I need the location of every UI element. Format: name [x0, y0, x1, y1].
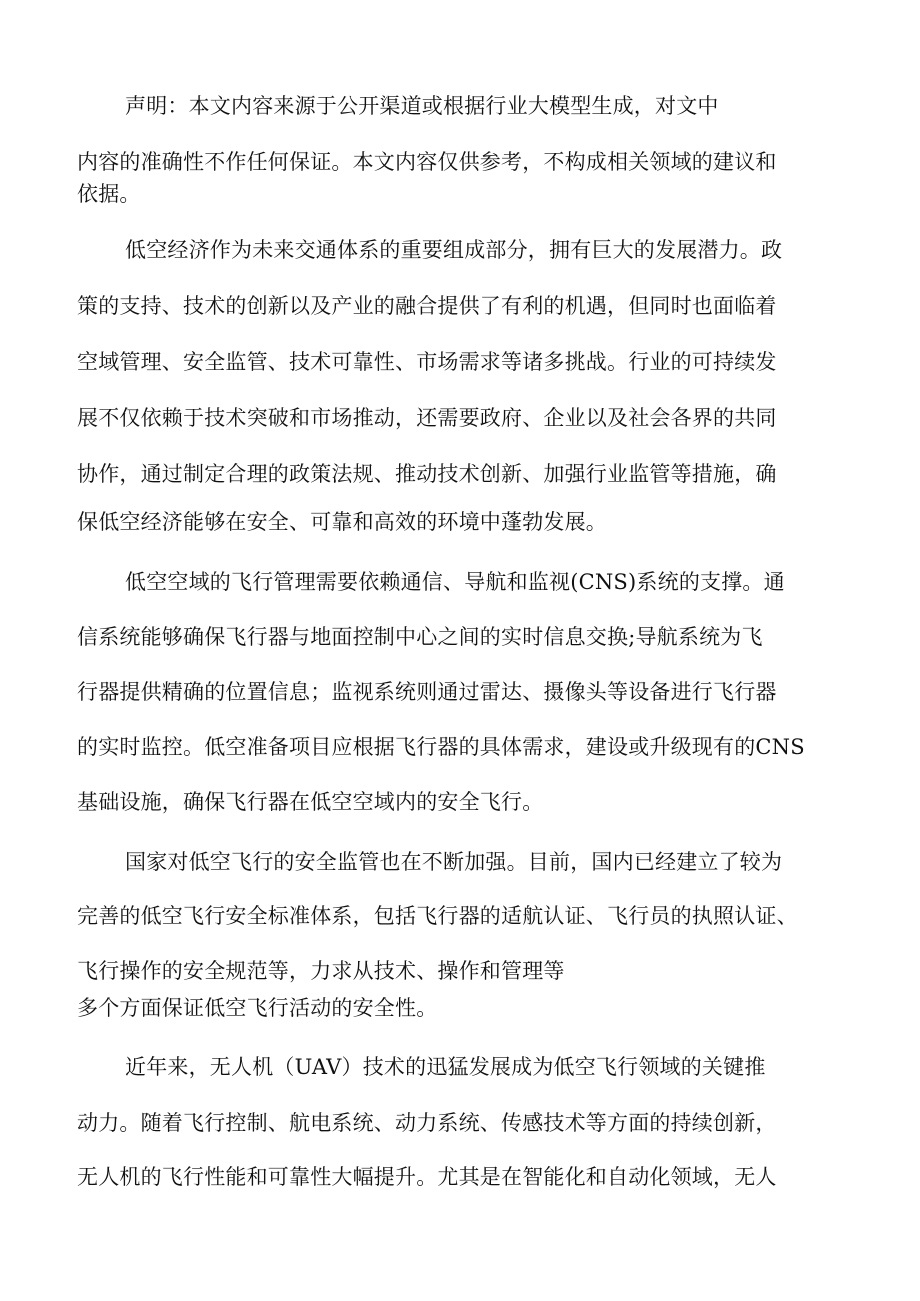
paragraph-line: 的实时监控。低空准备项目应根据飞行器的具体需求，建设或升级现有的CNS [77, 735, 805, 759]
paragraph-line: 低空经济作为未来交通体系的重要组成部分，拥有巨大的发展潜力。政 [125, 238, 783, 262]
paragraph-line: 无人机的飞行性能和可靠性大幅提升。尤其是在智能化和自动化领域，无人 [77, 1165, 777, 1189]
paragraph-line: 动力。随着飞行控制、航电系统、动力系统、传感技术等方面的持续创新， [77, 1111, 777, 1135]
disclaimer-line: 依据。 [77, 182, 141, 206]
paragraph-line: 基础设施，确保飞行器在低空空域内的安全飞行。 [77, 790, 544, 814]
paragraph-line: 国家对低空飞行的安全监管也在不断加强。目前，国内已经建立了较为 [125, 850, 783, 874]
disclaimer-line: 声明：本文内容来源于公开渠道或根据行业大模型生成，对文中 [125, 94, 719, 118]
paragraph-line: 近年来，无人机（UAV）技术的迅猛发展成为低空飞行领域的关键推 [125, 1055, 766, 1079]
paragraph-line: 行器提供精确的位置信息；监视系统则通过雷达、摄像头等设备进行飞行器 [77, 680, 777, 704]
paragraph-line: 协作，通过制定合理的政策法规、推动技术创新、加强行业监管等措施，确 [77, 462, 777, 486]
paragraph-line: 完善的低空飞行安全标准体系，包括飞行器的适航认证、飞行员的执照认证、 [77, 904, 798, 928]
paragraph-line: 保低空经济能够在安全、可靠和高效的环境中蓬勃发展。 [77, 510, 607, 534]
paragraph-line: 低空空域的飞行管理需要依赖通信、导航和监视(CNS)系统的支撑。通 [125, 570, 785, 594]
paragraph-line: 策的支持、技术的创新以及产业的融合提供了有利的机遇，但同时也面临着 [77, 294, 777, 318]
paragraph-line: 展不仅依赖于技术突破和市场推动，还需要政府、企业以及社会各界的共同 [77, 406, 777, 430]
disclaimer-line: 内容的准确性不作任何保证。本文内容仅供参考，不构成相关领域的建议和 [77, 150, 777, 174]
paragraph-line: 多个方面保证低空飞行活动的安全性。 [77, 996, 438, 1020]
paragraph-line: 信系统能够确保飞行器与地面控制中心之间的实时信息交换;导航系统为飞 [77, 625, 763, 649]
paragraph-line: 空域管理、安全监管、技术可靠性、市场需求等诸多挑战。行业的可持续发 [77, 350, 777, 374]
paragraph-line: 飞行操作的安全规范等，力求从技术、操作和管理等 [77, 959, 565, 983]
